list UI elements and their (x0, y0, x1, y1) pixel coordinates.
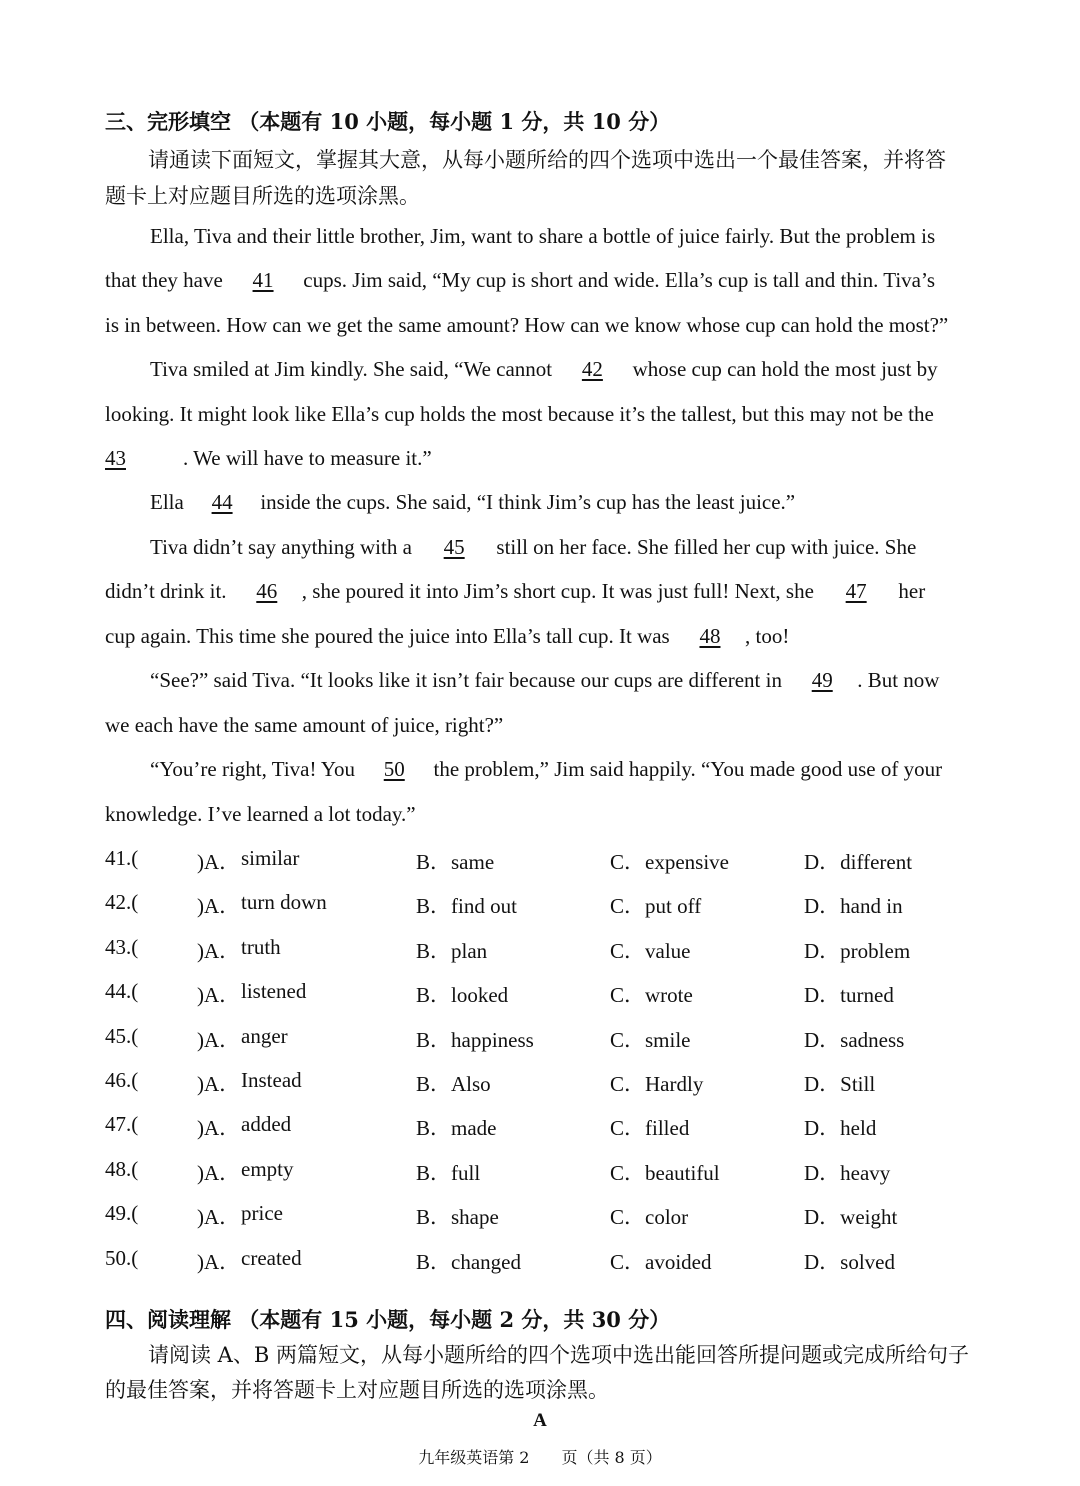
passage-line: Ella, Tiva and their little brother, Jim, want to share a bottle of juice fairly. But the problem is (150, 224, 936, 248)
blank-44: 44 (211, 490, 233, 514)
option-c: C．filled (610, 1116, 690, 1140)
answer-paren: )A． (197, 983, 241, 1007)
section3-instruction-line1: 请通读下面短文，掌握其大意，从每小题所给的四个选项中选出一个最佳答案，并将答 (148, 148, 946, 172)
option-a: turn down (241, 890, 327, 914)
passage-line (105, 446, 432, 471)
passage-text: her (898, 579, 926, 603)
answer-paren: )A． (197, 850, 241, 874)
question-row (105, 1246, 1005, 1276)
section4-instruction-line2: 的最佳答案，并将答题卡上对应题目所选的选项涂黑。 (105, 1378, 609, 1402)
option-b: B．Also (416, 1072, 491, 1096)
passage-line (105, 624, 789, 649)
option-c: C．wrote (610, 983, 693, 1007)
question-row (105, 846, 1005, 876)
blank-42: 42 (581, 357, 603, 381)
passage-line (150, 535, 916, 560)
option-b: B．full (416, 1161, 481, 1185)
answer-paren: )A． (197, 894, 241, 918)
option-b: B．looked (416, 983, 509, 1007)
option-d: D．solved (804, 1250, 895, 1274)
option-a: empty (241, 1157, 294, 1181)
option-c: C．color (610, 1205, 689, 1229)
option-c: C．avoided (610, 1250, 712, 1274)
question-number: 48.( (105, 1157, 139, 1181)
question-row (105, 890, 1005, 920)
blank-48: 48 (699, 624, 721, 648)
option-b: B．plan (416, 939, 488, 963)
option-c: C．beautiful (610, 1161, 720, 1185)
section4-heading: 四、阅读理解 （本题有 15 小题，每小题 2 分，共 30 分） (105, 1307, 671, 1332)
answer-paren: )A． (197, 1250, 241, 1274)
answer-paren: )A． (197, 1072, 241, 1096)
question-number: 44.( (105, 979, 139, 1003)
option-d: D．hand in (804, 894, 903, 918)
section3-heading: 三、完形填空 （本题有 10 小题，每小题 1 分，共 10 分） (105, 109, 671, 134)
answer-paren: )A． (197, 939, 241, 963)
passage-line (105, 268, 935, 293)
option-b: B．changed (416, 1250, 521, 1274)
passage-text: that they have (105, 268, 229, 292)
passage-text: , too! (744, 624, 790, 648)
option-d: D．Still (804, 1072, 876, 1096)
option-c: C．smile (610, 1028, 691, 1052)
section3-instruction-line2: 题卡上对应题目所选的选项涂黑。 (105, 184, 420, 208)
option-a: listened (241, 979, 307, 1003)
passage-line (150, 490, 795, 515)
question-row (105, 1112, 1005, 1142)
blank-43: 43 (105, 446, 126, 470)
question-row (105, 979, 1005, 1009)
option-c: C．put off (610, 894, 702, 918)
option-d: D．held (804, 1116, 877, 1140)
question-number: 50.( (105, 1246, 139, 1270)
section4-instruction-line1: 请阅读 A、B 两篇短文，从每小题所给的四个选项中选出能回答所提问题或完成所给句子 (148, 1343, 969, 1367)
question-row (105, 1157, 1005, 1187)
passage-text: “See?” said Tiva. “It looks like it isn’t fair because our cups are different in (150, 668, 788, 692)
option-b: B．happiness (416, 1028, 534, 1052)
blank-46: 46 (256, 579, 278, 603)
passage-text: . But now (857, 668, 940, 692)
option-a: Instead (241, 1068, 302, 1092)
question-number: 47.( (105, 1112, 139, 1136)
option-c: C．value (610, 939, 691, 963)
blank-49: 49 (811, 668, 833, 692)
passage-text: Tiva smiled at Jim kindly. She said, “We cannot (150, 357, 558, 381)
passage-text: inside the cups. She said, “I think Jim’s cup has the least juice.” (260, 490, 796, 514)
option-b: B．same (416, 850, 495, 874)
option-d: D．turned (804, 983, 894, 1007)
option-b: B．shape (416, 1205, 499, 1229)
option-d: D．weight (804, 1205, 898, 1229)
option-a: created (241, 1246, 302, 1270)
passage-text: , she poured it into Jim’s short cup. It was just full! Next, she (301, 579, 820, 603)
blank-41: 41 (252, 268, 274, 292)
passage-text: Tiva didn’t say anything with a (150, 535, 418, 559)
passage-text: cup again. This time she poured the juice into Ella’s tall cup. It was (105, 624, 675, 648)
passage-line: looking. It might look like Ella’s cup holds the most because it’s the tallest, but this may not be the (105, 402, 934, 426)
answer-paren: )A． (197, 1028, 241, 1052)
passage-text: the problem,” Jim said happily. “You made good use of your (433, 757, 943, 781)
question-number: 42.( (105, 890, 139, 914)
option-a: similar (241, 846, 300, 870)
option-c: C．Hardly (610, 1072, 704, 1096)
page-footer: 九年级英语第 2 页（共 8 页） (418, 1448, 662, 1467)
option-a: truth (241, 935, 281, 959)
question-row (105, 935, 1005, 965)
blank-45: 45 (443, 535, 465, 559)
question-number: 49.( (105, 1201, 139, 1225)
answer-paren: )A． (197, 1161, 241, 1185)
passage-line (150, 757, 942, 782)
question-number: 41.( (105, 846, 139, 870)
passage-text: “You’re right, Tiva! You (150, 757, 361, 781)
passage-text: cups. Jim said, “My cup is short and wide. Ella’s cup is tall and thin. Tiva’s (303, 268, 936, 292)
passage-line: we each have the same amount of juice, right?” (105, 713, 504, 737)
option-d: D．heavy (804, 1161, 891, 1185)
passage-line: is in between. How can we get the same amount? How can we know whose cup can hold the most?” (105, 313, 949, 337)
passage-text: didn’t drink it. (105, 579, 232, 603)
passage-text: still on her face. She filled her cup with juice. She (496, 535, 917, 559)
passage-text: Ella (150, 490, 190, 514)
passage-label: A (533, 1410, 547, 1431)
option-d: D．different (804, 850, 913, 874)
answer-paren: )A． (197, 1116, 241, 1140)
option-a: price (241, 1201, 283, 1225)
question-number: 45.( (105, 1024, 139, 1048)
passage-line (150, 668, 939, 693)
passage-text: . We will have to measure it.” (183, 446, 432, 470)
option-c: C．expensive (610, 850, 729, 874)
question-row (105, 1024, 1005, 1054)
option-b: B．find out (416, 894, 517, 918)
question-number: 43.( (105, 935, 139, 959)
option-a: anger (241, 1024, 288, 1048)
question-row (105, 1201, 1005, 1231)
question-row (105, 1068, 1005, 1098)
option-b: B．made (416, 1116, 497, 1140)
passage-line (150, 357, 938, 382)
option-d: D．sadness (804, 1028, 905, 1052)
answer-paren: )A． (197, 1205, 241, 1229)
blank-50: 50 (383, 757, 405, 781)
question-number: 46.( (105, 1068, 139, 1092)
option-a: added (241, 1112, 292, 1136)
blank-47: 47 (845, 579, 867, 603)
option-d: D．problem (804, 939, 911, 963)
passage-text: whose cup can hold the most just by (632, 357, 938, 381)
passage-line (105, 579, 925, 604)
passage-line: knowledge. I’ve learned a lot today.” (105, 802, 416, 826)
